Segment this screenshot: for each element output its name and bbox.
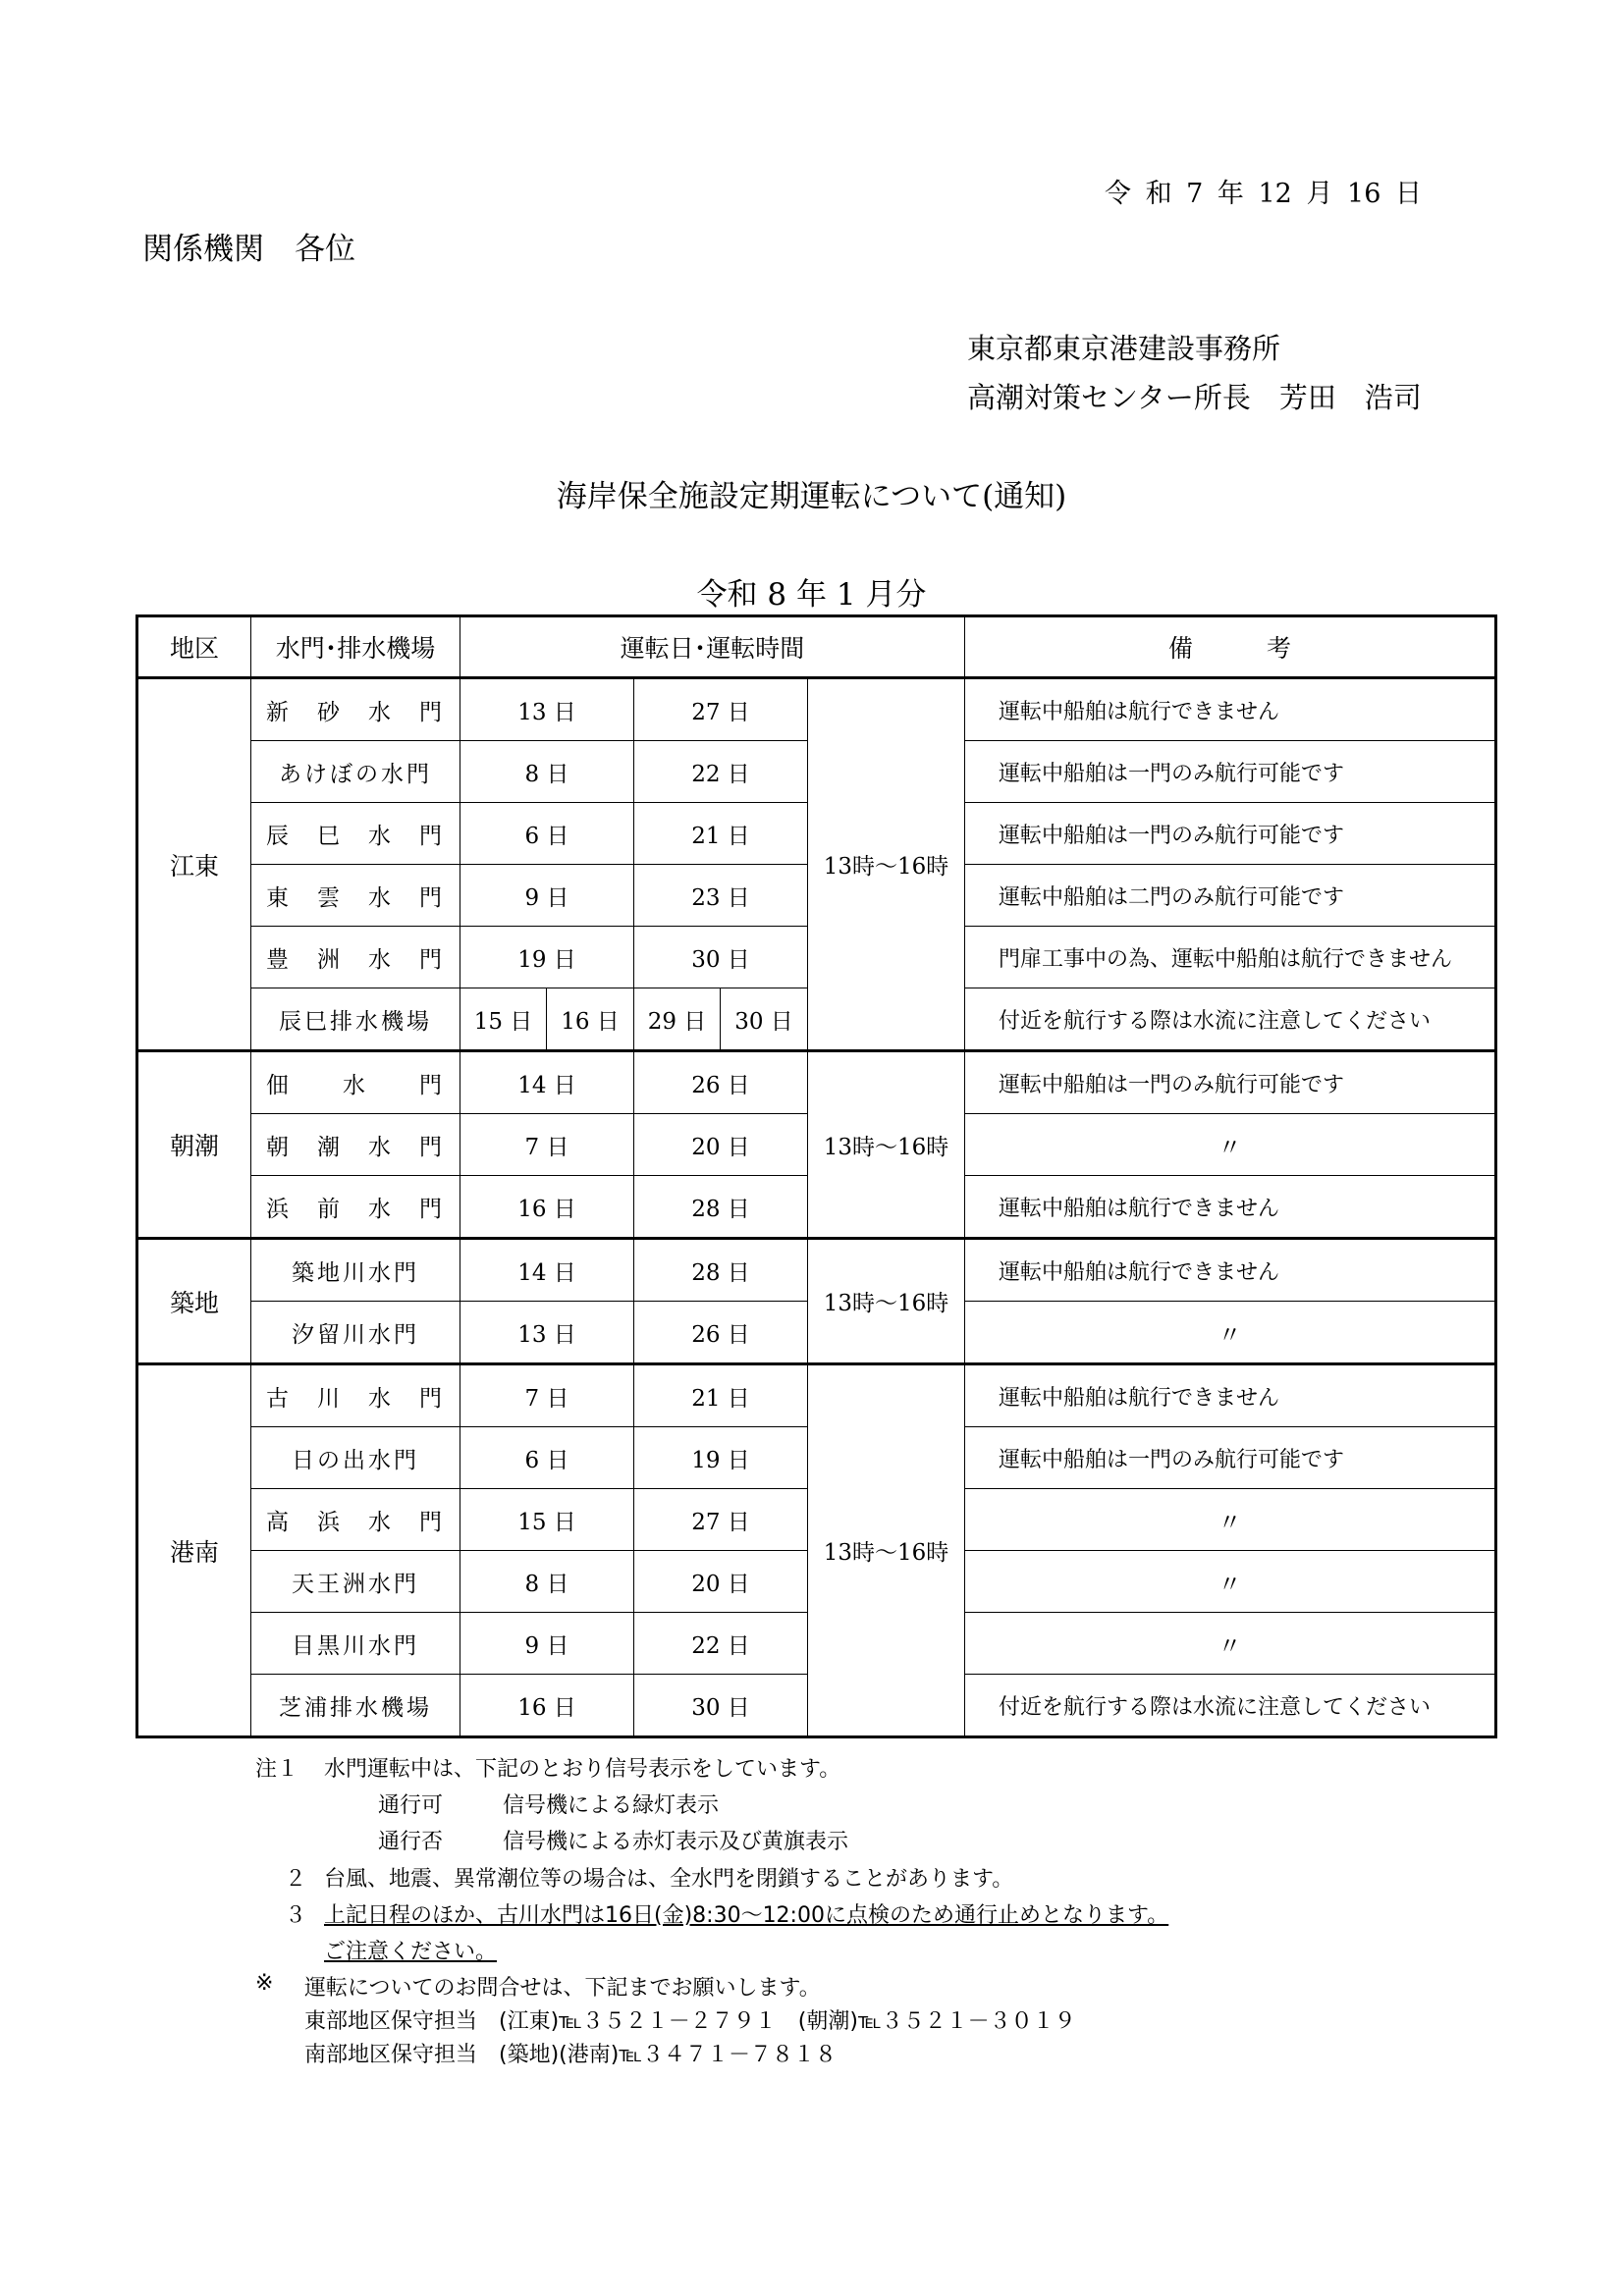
- remark-cell: 門扉工事中の為、運転中船舶は航行できません: [965, 927, 1496, 988]
- operation-time-cell: 13時～16時: [808, 678, 965, 1051]
- header-schedule: 運転日･運転時間: [460, 616, 965, 678]
- operation-time-cell: 13時～16時: [808, 1051, 965, 1239]
- pass-ng-text: 信号機による赤灯表示及び黄旗表示: [503, 1830, 849, 1854]
- facility-cell: 目黒川水門: [251, 1613, 460, 1675]
- date-cell: 23 日: [634, 865, 808, 927]
- date-cell: 15 日: [460, 1489, 634, 1551]
- facility-cell: 芝浦排水機場: [251, 1675, 460, 1737]
- reference-text: 運転についてのお問合せは、下記までお願いします。: [304, 1976, 821, 2001]
- date-cell: 6 日: [460, 803, 634, 865]
- date-cell: 8 日: [460, 1551, 634, 1613]
- date-cell: 29 日: [634, 988, 721, 1051]
- remark-cell: 〃: [965, 1613, 1496, 1675]
- note-3-text-line1: 上記日程のほか、古川水門は16日(金)8:30～12:00に点検のため通行止めとなります。: [324, 1903, 1169, 1928]
- table-row: [137, 678, 1496, 741]
- remark-cell: 運転中船舶は一門のみ航行可能です: [965, 1427, 1496, 1489]
- area-cell: 江東: [137, 678, 251, 1051]
- operation-time-cell: 13時～16時: [808, 1239, 965, 1364]
- date-cell: 13 日: [460, 1302, 634, 1364]
- date-cell: 30 日: [634, 927, 808, 988]
- date-cell: 21 日: [634, 803, 808, 865]
- facility-cell: 佃 水 門: [251, 1051, 460, 1114]
- contact-south: 南部地区保守担当 (築地)(港南)℡３４７１－７８１８: [304, 2043, 837, 2067]
- date-cell: 20 日: [634, 1114, 808, 1176]
- remark-cell: 運転中船舶は航行できません: [965, 1364, 1496, 1427]
- header-area: 地区: [137, 616, 251, 678]
- date-cell: 28 日: [634, 1176, 808, 1239]
- header-facility: 水門･排水機場: [251, 616, 460, 678]
- remark-cell: 運転中船舶は一門のみ航行可能です: [965, 741, 1496, 803]
- facility-cell: 辰 巳 水 門: [251, 803, 460, 865]
- facility-cell: 古 川 水 門: [251, 1364, 460, 1427]
- date-cell: 15 日: [460, 988, 547, 1051]
- operation-time-cell: 13時～16時: [808, 1364, 965, 1737]
- header-remarks: 備 考: [965, 616, 1496, 678]
- date-cell: 30 日: [721, 988, 808, 1051]
- facility-cell: 辰巳排水機場: [251, 988, 460, 1051]
- date-cell: 30 日: [634, 1675, 808, 1737]
- date-cell: 7 日: [460, 1114, 634, 1176]
- note-2-text: 台風、地震、異常潮位等の場合は、全水門を閉鎖することがあります。: [324, 1867, 1014, 1892]
- remark-cell: 〃: [965, 1302, 1496, 1364]
- table-row: [137, 1364, 1496, 1427]
- date-cell: 9 日: [460, 1613, 634, 1675]
- area-cell: 築地: [137, 1239, 251, 1364]
- remark-cell: 〃: [965, 1489, 1496, 1551]
- remark-cell: 運転中船舶は航行できません: [965, 678, 1496, 741]
- schedule-month: 令和 8 年 1 月分: [696, 577, 927, 613]
- date-cell: 9 日: [460, 865, 634, 927]
- date-cell: 27 日: [634, 678, 808, 741]
- remark-cell: 付近を航行する際は水流に注意してください: [965, 988, 1496, 1051]
- facility-cell: 天王洲水門: [251, 1551, 460, 1613]
- facility-cell: あけぼの水門: [251, 741, 460, 803]
- facility-cell: 東 雲 水 門: [251, 865, 460, 927]
- table-row: [137, 1239, 1496, 1302]
- date-cell: 20 日: [634, 1551, 808, 1613]
- pass-ok-text: 信号機による緑灯表示: [503, 1793, 720, 1818]
- document-title: 海岸保全施設定期運転について(通知): [556, 479, 1067, 514]
- note-1-text: 水門運転中は、下記のとおり信号表示をしています。: [324, 1757, 841, 1782]
- date-cell: 19 日: [634, 1427, 808, 1489]
- pass-ok-label: 通行可: [378, 1793, 444, 1818]
- date-cell: 26 日: [634, 1302, 808, 1364]
- document-date: 令 和 7 年 12 月 16 日: [1105, 179, 1422, 209]
- table-header-row: [137, 616, 1496, 678]
- date-cell: 27 日: [634, 1489, 808, 1551]
- note-2-label: ２: [285, 1867, 307, 1892]
- facility-cell: 汐留川水門: [251, 1302, 460, 1364]
- remark-cell: 運転中船舶は航行できません: [965, 1239, 1496, 1302]
- facility-cell: 日の出水門: [251, 1427, 460, 1489]
- remark-cell: 〃: [965, 1114, 1496, 1176]
- reference-mark: ※: [255, 1971, 274, 1996]
- date-cell: 16 日: [460, 1675, 634, 1737]
- date-cell: 7 日: [460, 1364, 634, 1427]
- facility-cell: 浜 前 水 門: [251, 1176, 460, 1239]
- table-row: [137, 1051, 1496, 1114]
- addressee: 関係機関 各位: [142, 232, 355, 267]
- date-cell: 26 日: [634, 1051, 808, 1114]
- date-cell: 13 日: [460, 678, 634, 741]
- facility-cell: 朝 潮 水 門: [251, 1114, 460, 1176]
- remark-cell: 運転中船舶は一門のみ航行可能です: [965, 1051, 1496, 1114]
- sender-name: 高潮対策センター所長 芳田 浩司: [967, 381, 1422, 414]
- remark-cell: 運転中船舶は一門のみ航行可能です: [965, 803, 1496, 865]
- facility-cell: 高 浜 水 門: [251, 1489, 460, 1551]
- remark-cell: 付近を航行する際は水流に注意してください: [965, 1675, 1496, 1737]
- area-cell: 朝潮: [137, 1051, 251, 1239]
- date-cell: 16 日: [547, 988, 634, 1051]
- date-cell: 14 日: [460, 1051, 634, 1114]
- remark-cell: 運転中船舶は二門のみ航行可能です: [965, 865, 1496, 927]
- date-cell: 22 日: [634, 1613, 808, 1675]
- remark-cell: 運転中船舶は航行できません: [965, 1176, 1496, 1239]
- remark-cell: 〃: [965, 1551, 1496, 1613]
- sender-organization: 東京都東京港建設事務所: [967, 332, 1281, 365]
- note-3-label: ３: [285, 1903, 307, 1928]
- date-cell: 21 日: [634, 1364, 808, 1427]
- pass-ng-label: 通行否: [378, 1830, 444, 1854]
- date-cell: 22 日: [634, 741, 808, 803]
- date-cell: 19 日: [460, 927, 634, 988]
- facility-cell: 豊 洲 水 門: [251, 927, 460, 988]
- date-cell: 16 日: [460, 1176, 634, 1239]
- note-3-text-line2: ご注意ください。: [324, 1940, 498, 1964]
- facility-cell: 築地川水門: [251, 1239, 460, 1302]
- date-cell: 14 日: [460, 1239, 634, 1302]
- date-cell: 28 日: [634, 1239, 808, 1302]
- contact-east: 東部地区保守担当 (江東)℡３５２１－２７９１ (朝潮)℡３５２１－３０１９: [304, 2009, 1076, 2034]
- facility-cell: 新 砂 水 門: [251, 678, 460, 741]
- note-1-label: 注１: [255, 1757, 299, 1782]
- date-cell: 8 日: [460, 741, 634, 803]
- operation-schedule-table: [135, 614, 1497, 1738]
- area-cell: 港南: [137, 1364, 251, 1737]
- date-cell: 6 日: [460, 1427, 634, 1489]
